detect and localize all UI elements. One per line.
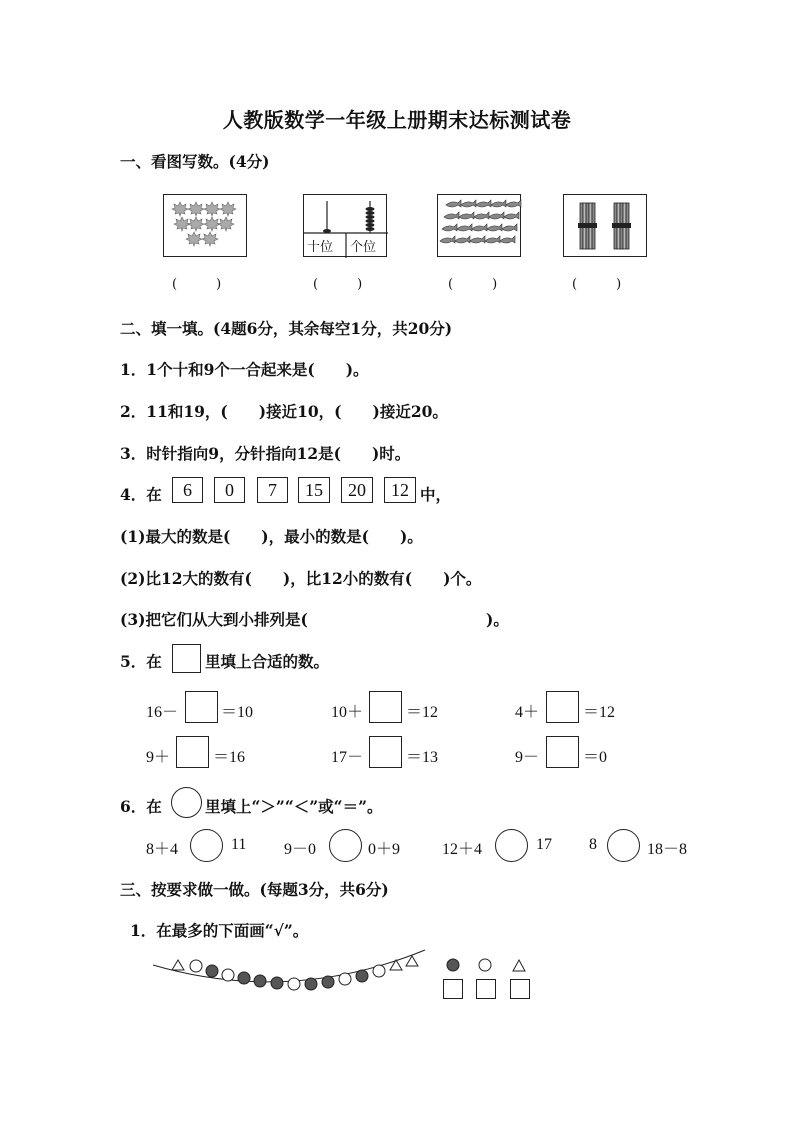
fish-icon — [470, 236, 485, 243]
equation-left: 9＋ — [146, 749, 171, 766]
answer-paren-2[interactable]: ( ) — [313, 277, 363, 292]
comparison-left: 8＋4 — [146, 841, 179, 858]
question-2-3: 3．时针指向9，分针指向12是( )时。 — [120, 444, 411, 463]
compare-circle[interactable] — [607, 829, 640, 862]
fish-icon — [487, 224, 502, 231]
question-2-4-1: (1)最大的数是( )，最小的数是( )。 — [120, 527, 423, 546]
leaves-picture — [163, 194, 247, 257]
comparison-right: 0＋9 — [368, 841, 401, 858]
compare-circle[interactable] — [329, 829, 362, 862]
question-2-1: 1．1个十和9个一合起来是( )。 — [120, 360, 369, 379]
equation-left: 17－ — [331, 749, 364, 766]
number-box: 20 — [341, 477, 373, 503]
comparison-left: 12＋4 — [442, 841, 483, 858]
maple-leaf-icon — [188, 217, 204, 231]
question-2-2: 2．11和19，( )接近10，( )接近20。 — [120, 402, 448, 421]
comparison-right: 17 — [536, 836, 552, 853]
maple-leaf-icons — [164, 195, 248, 258]
stick-bundle-icons — [564, 195, 648, 258]
maple-leaf-icon — [204, 202, 220, 216]
maple-leaf-icon — [202, 232, 218, 246]
equation-left: 9－ — [515, 749, 540, 766]
fish-icon — [440, 236, 455, 243]
question-2-4-3-start: (3)把它们从大到小排列是( — [120, 610, 308, 629]
equation-right: ＝16 — [213, 749, 246, 766]
fish-icon — [461, 200, 476, 207]
fish-icon — [459, 212, 474, 219]
question-2-6-suffix: 里填上“＞”“＜”或“＝”。 — [205, 797, 383, 816]
fish-icon — [474, 212, 489, 219]
equation-right: ＝0 — [583, 749, 608, 766]
answer-square-circle-dark[interactable] — [443, 979, 463, 999]
number-box: 6 — [172, 477, 203, 503]
equation-right: ＝13 — [406, 749, 439, 766]
fish-icon — [444, 212, 459, 219]
equation-left: 16－ — [146, 704, 179, 721]
fish-icon — [504, 212, 519, 219]
answer-box[interactable] — [369, 691, 402, 723]
question-2-4-3-end: )。 — [486, 610, 509, 629]
fish-picture — [437, 194, 521, 257]
fish-icon — [446, 200, 461, 207]
question-2-5-suffix: 里填上合适的数。 — [205, 652, 330, 671]
question-2-4-prefix: 4．在 — [120, 485, 162, 504]
equation-right: ＝12 — [583, 704, 616, 721]
equation-right: ＝12 — [406, 704, 439, 721]
equation-left: 10＋ — [331, 704, 364, 721]
equation-right: ＝10 — [221, 704, 254, 721]
answer-paren-4[interactable]: ( ) — [572, 277, 622, 292]
fish-icon — [455, 236, 470, 243]
number-box: 15 — [298, 477, 330, 503]
number-box: 12 — [384, 477, 416, 503]
answer-paren-3[interactable]: ( ) — [448, 277, 498, 292]
fish-icons — [438, 195, 522, 258]
tens-place-label: 十位 — [307, 240, 334, 255]
compare-circle[interactable] — [495, 829, 528, 862]
question-3-1: 1．在最多的下面画“√”。 — [130, 921, 309, 940]
maple-leaf-icon — [186, 232, 202, 246]
comparison-left: 9－0 — [284, 841, 317, 858]
maple-leaf-icon — [172, 202, 188, 216]
fish-icon — [502, 224, 517, 231]
abacus-picture — [303, 194, 387, 257]
fish-icon — [485, 236, 500, 243]
equation-left: 4＋ — [515, 704, 540, 721]
section2-heading: 二、填一填。(4题6分，其余每空1分，共20分) — [120, 319, 453, 338]
fish-icon — [489, 212, 504, 219]
fish-icon — [476, 200, 491, 207]
question-2-4-suffix: 中， — [420, 485, 452, 504]
answer-paren-1[interactable]: ( ) — [172, 277, 222, 292]
page-title: 人教版数学一年级上册期末达标测试卷 — [222, 108, 572, 132]
answer-box[interactable] — [176, 736, 209, 768]
answer-square-circle-light[interactable] — [476, 979, 496, 999]
answer-box[interactable] — [546, 736, 579, 768]
maple-leaf-icon — [218, 217, 234, 231]
answer-square-triangle[interactable] — [510, 979, 530, 999]
answer-box[interactable] — [546, 691, 579, 723]
circle-sample — [171, 787, 202, 818]
bead-string — [0, 945, 794, 1005]
fish-icon — [491, 200, 506, 207]
number-box: 0 — [214, 477, 245, 503]
fish-icon — [472, 224, 487, 231]
compare-circle[interactable] — [190, 829, 223, 862]
maple-leaf-icon — [220, 202, 236, 216]
blank-box-sample — [172, 644, 201, 673]
stick-bundles-picture — [563, 194, 647, 257]
answer-box[interactable] — [369, 736, 402, 768]
question-2-6-prefix: 6．在 — [120, 797, 162, 816]
ones-place-label: 个位 — [350, 240, 377, 255]
fish-icon — [442, 224, 457, 231]
fish-icon — [457, 224, 472, 231]
question-2-5-prefix: 5．在 — [120, 652, 162, 671]
answer-box[interactable] — [185, 691, 218, 723]
section1-heading: 一、看图写数。(4分) — [120, 152, 270, 171]
fish-icon — [506, 200, 521, 207]
comparison-left: 8 — [589, 836, 597, 853]
number-box: 7 — [257, 477, 288, 503]
question-2-4-2: (2)比12大的数有( )，比12小的数有( )个。 — [120, 569, 482, 588]
comparison-right: 18－8 — [647, 841, 688, 858]
comparison-right: 11 — [231, 836, 247, 853]
section3-heading: 三、按要求做一做。(每题3分，共6分) — [120, 880, 389, 899]
fish-icon — [500, 236, 515, 243]
maple-leaf-icon — [188, 202, 204, 216]
